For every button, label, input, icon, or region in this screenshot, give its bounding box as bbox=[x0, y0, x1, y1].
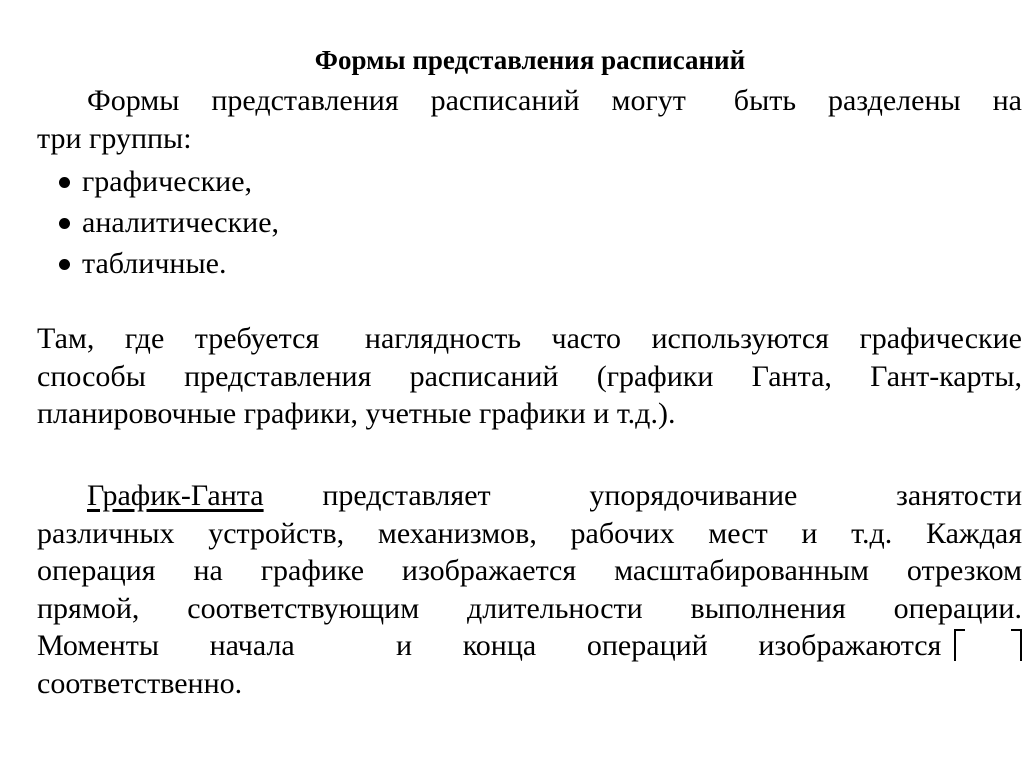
paragraph3-line-2: различных устройств, механизмов, рабочих мест и т.д. Каждая bbox=[37, 516, 1022, 550]
paragraph2-line-2: способы представления расписаний (графики Ганта, Гант-карты, bbox=[37, 359, 1022, 393]
bullet-icon bbox=[59, 259, 70, 270]
intro-paragraph bbox=[37, 82, 1022, 157]
paragraph2-line-1: Там, где требуется наглядность часто используются графические bbox=[37, 322, 1022, 355]
list-item bbox=[59, 161, 279, 202]
page-title: Формы представления расписаний bbox=[314, 45, 746, 75]
bullet-icon bbox=[59, 177, 70, 188]
graphic-methods-paragraph bbox=[37, 320, 1022, 433]
paragraph3-line-4: прямой, соответствующим длительности выполнения операции. bbox=[37, 591, 1022, 625]
paragraph3-line-1 bbox=[37, 477, 1022, 515]
intro-line-2: три группы: bbox=[37, 121, 192, 155]
paragraph3-line-5 bbox=[37, 627, 1022, 665]
operation-markers bbox=[954, 629, 1022, 661]
paragraph2-line-3: планировочные графики, учетные графики и т.д.). bbox=[37, 397, 676, 430]
paragraph3-line-5-text: Моменты начала и конца операций изображаются bbox=[37, 629, 942, 662]
paragraph3-line-1-rest: представляет упорядочивание занятости bbox=[322, 479, 1023, 512]
list-item-label: табличные. bbox=[82, 247, 227, 280]
list-item bbox=[59, 243, 279, 284]
gantt-definition-paragraph bbox=[37, 477, 1022, 702]
intro-line-1: Формы представления расписаний могут быть разделены на bbox=[87, 84, 1022, 117]
gantt-term: График-Ганта bbox=[87, 479, 264, 512]
list-item bbox=[59, 202, 279, 243]
bullet-list bbox=[59, 161, 279, 284]
bullet-icon bbox=[59, 218, 70, 229]
operation-end-marker-icon bbox=[1011, 629, 1022, 661]
list-item-label: графические, bbox=[82, 165, 253, 198]
list-item-label: аналитические, bbox=[82, 206, 280, 239]
operation-start-marker-icon bbox=[954, 629, 965, 661]
paragraph3-line-3: операция на графике изображается масштабированным отрезком bbox=[37, 554, 1022, 587]
paragraph3-line-6: соответственно. bbox=[37, 666, 243, 700]
